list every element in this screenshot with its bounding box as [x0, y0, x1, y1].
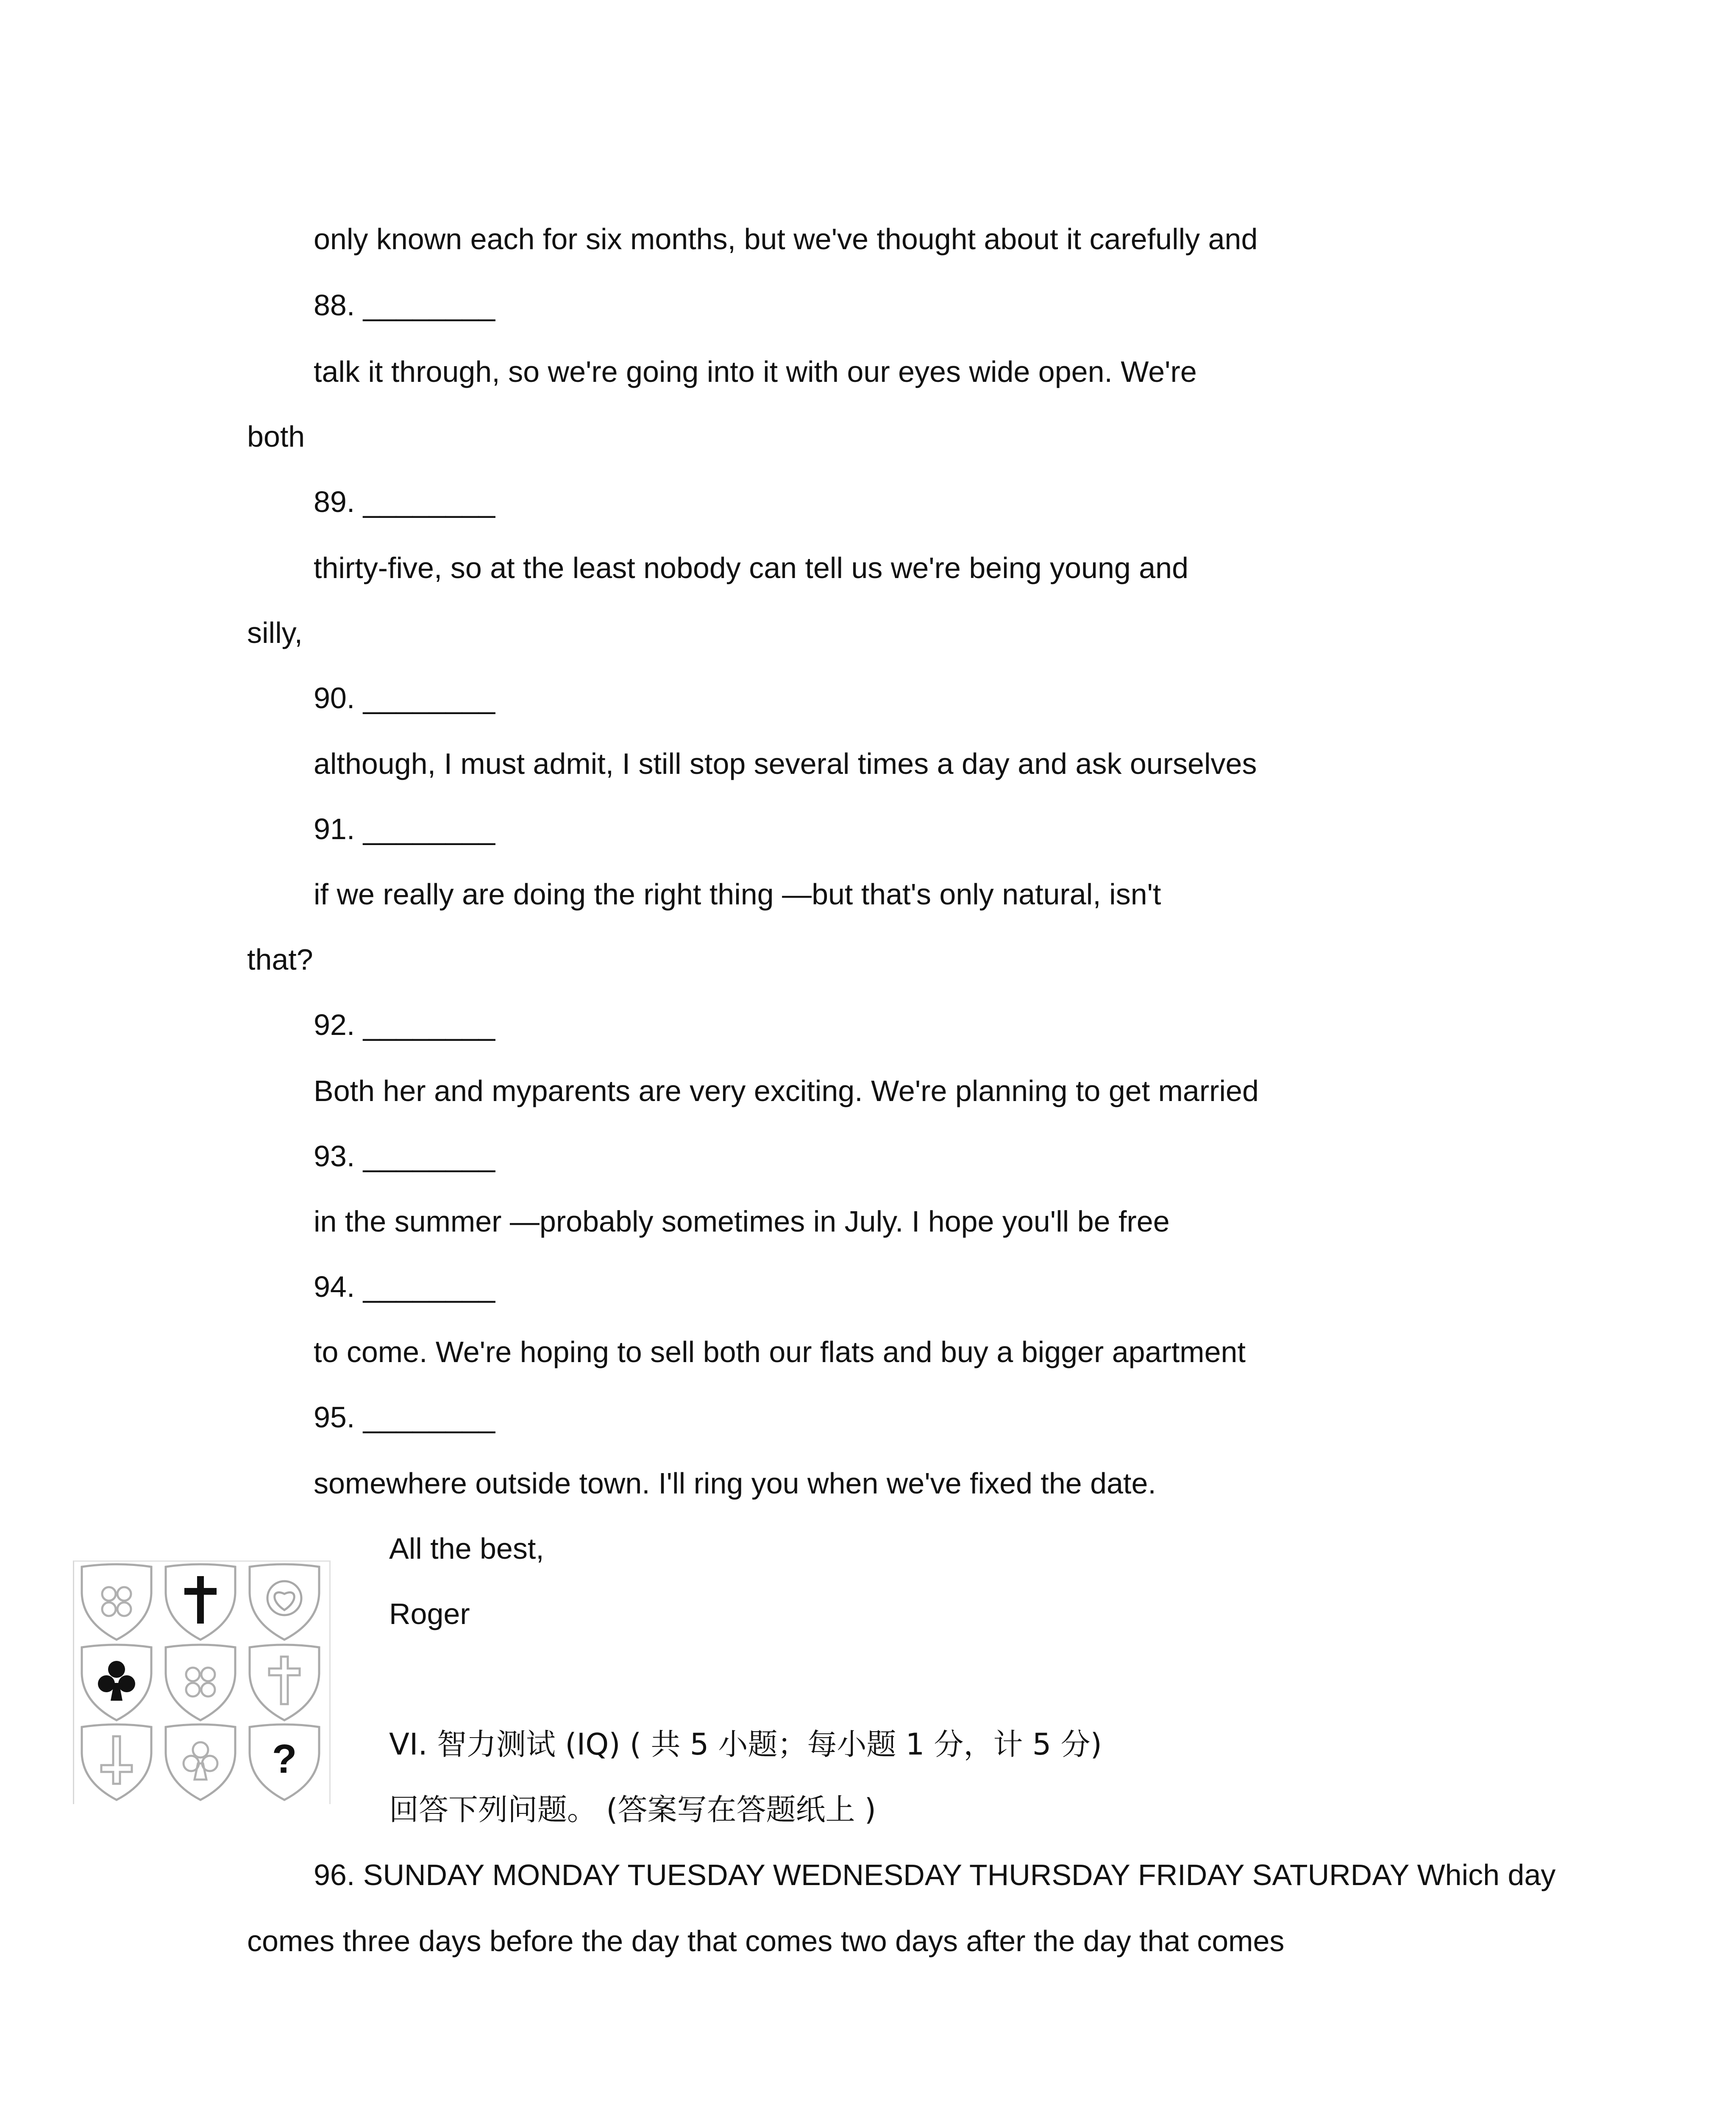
blank-95: 95. ________: [314, 1401, 495, 1434]
shield-cell: [82, 1724, 151, 1800]
shield-cell: [82, 1645, 151, 1720]
passage-line: silly,: [247, 616, 303, 649]
closing-regards: All the best,: [389, 1532, 544, 1565]
shield-cell: [82, 1564, 151, 1640]
passage-line: talk it through, so we're going into it with our eyes wide open. We're: [314, 355, 1197, 388]
passage-line: both: [247, 420, 305, 453]
passage-line: somewhere outside town. I'll ring you when we've fixed the date.: [314, 1467, 1156, 1500]
passage-line: although, I must admit, I still stop several times a day and ask ourselves: [314, 747, 1257, 780]
passage-line: Both her and myparents are very exciting. We're planning to get married: [314, 1074, 1259, 1107]
blank-94: 94. ________: [314, 1270, 495, 1303]
blank-91: 91. ________: [314, 812, 495, 845]
shield-cell: [166, 1645, 235, 1720]
shield-cell: [250, 1645, 319, 1720]
question-96-line: 96. SUNDAY MONDAY TUESDAY WEDNESDAY THURSDAY FRIDAY SATURDAY Which day: [314, 1858, 1556, 1891]
shield-cell: [250, 1724, 319, 1800]
blank-92: 92. ________: [314, 1008, 495, 1041]
question-96-line: comes three days before the day that comes two days after the day that comes: [247, 1924, 1285, 1958]
section-heading: VI. 智力测试 (IQ) ( 共 5 小题；每小题 1 分，计 5 分): [389, 1727, 1102, 1762]
section-instruction: 回答下列问题。 (答案写在答题纸上 ): [389, 1792, 876, 1827]
blank-89: 89. ________: [314, 485, 495, 518]
closing-name: Roger: [389, 1597, 470, 1630]
passage-line: if we really are doing the right thing —but that's only natural, isn't: [314, 878, 1161, 911]
shield-puzzle-figure: [73, 1560, 331, 1804]
passage-line: to come. We're hoping to sell both our flats and buy a bigger apartment: [314, 1335, 1246, 1368]
shield-cell: [166, 1564, 235, 1640]
passage-line: only known each for six months, but we've thought about it carefully and: [314, 222, 1258, 256]
question-mark-icon: ?: [272, 1736, 297, 1782]
passage-line: in the summer —probably sometimes in July. I hope you'll be free: [314, 1205, 1170, 1238]
passage-line: that?: [247, 943, 313, 976]
blank-90: 90. ________: [314, 681, 495, 715]
blank-93: 93. ________: [314, 1140, 495, 1173]
shield-cell: [166, 1724, 235, 1800]
blank-88: 88. ________: [314, 289, 495, 322]
passage-line: thirty-five, so at the least nobody can tell us we're being young and: [314, 551, 1189, 584]
shield-cell: [250, 1564, 319, 1640]
